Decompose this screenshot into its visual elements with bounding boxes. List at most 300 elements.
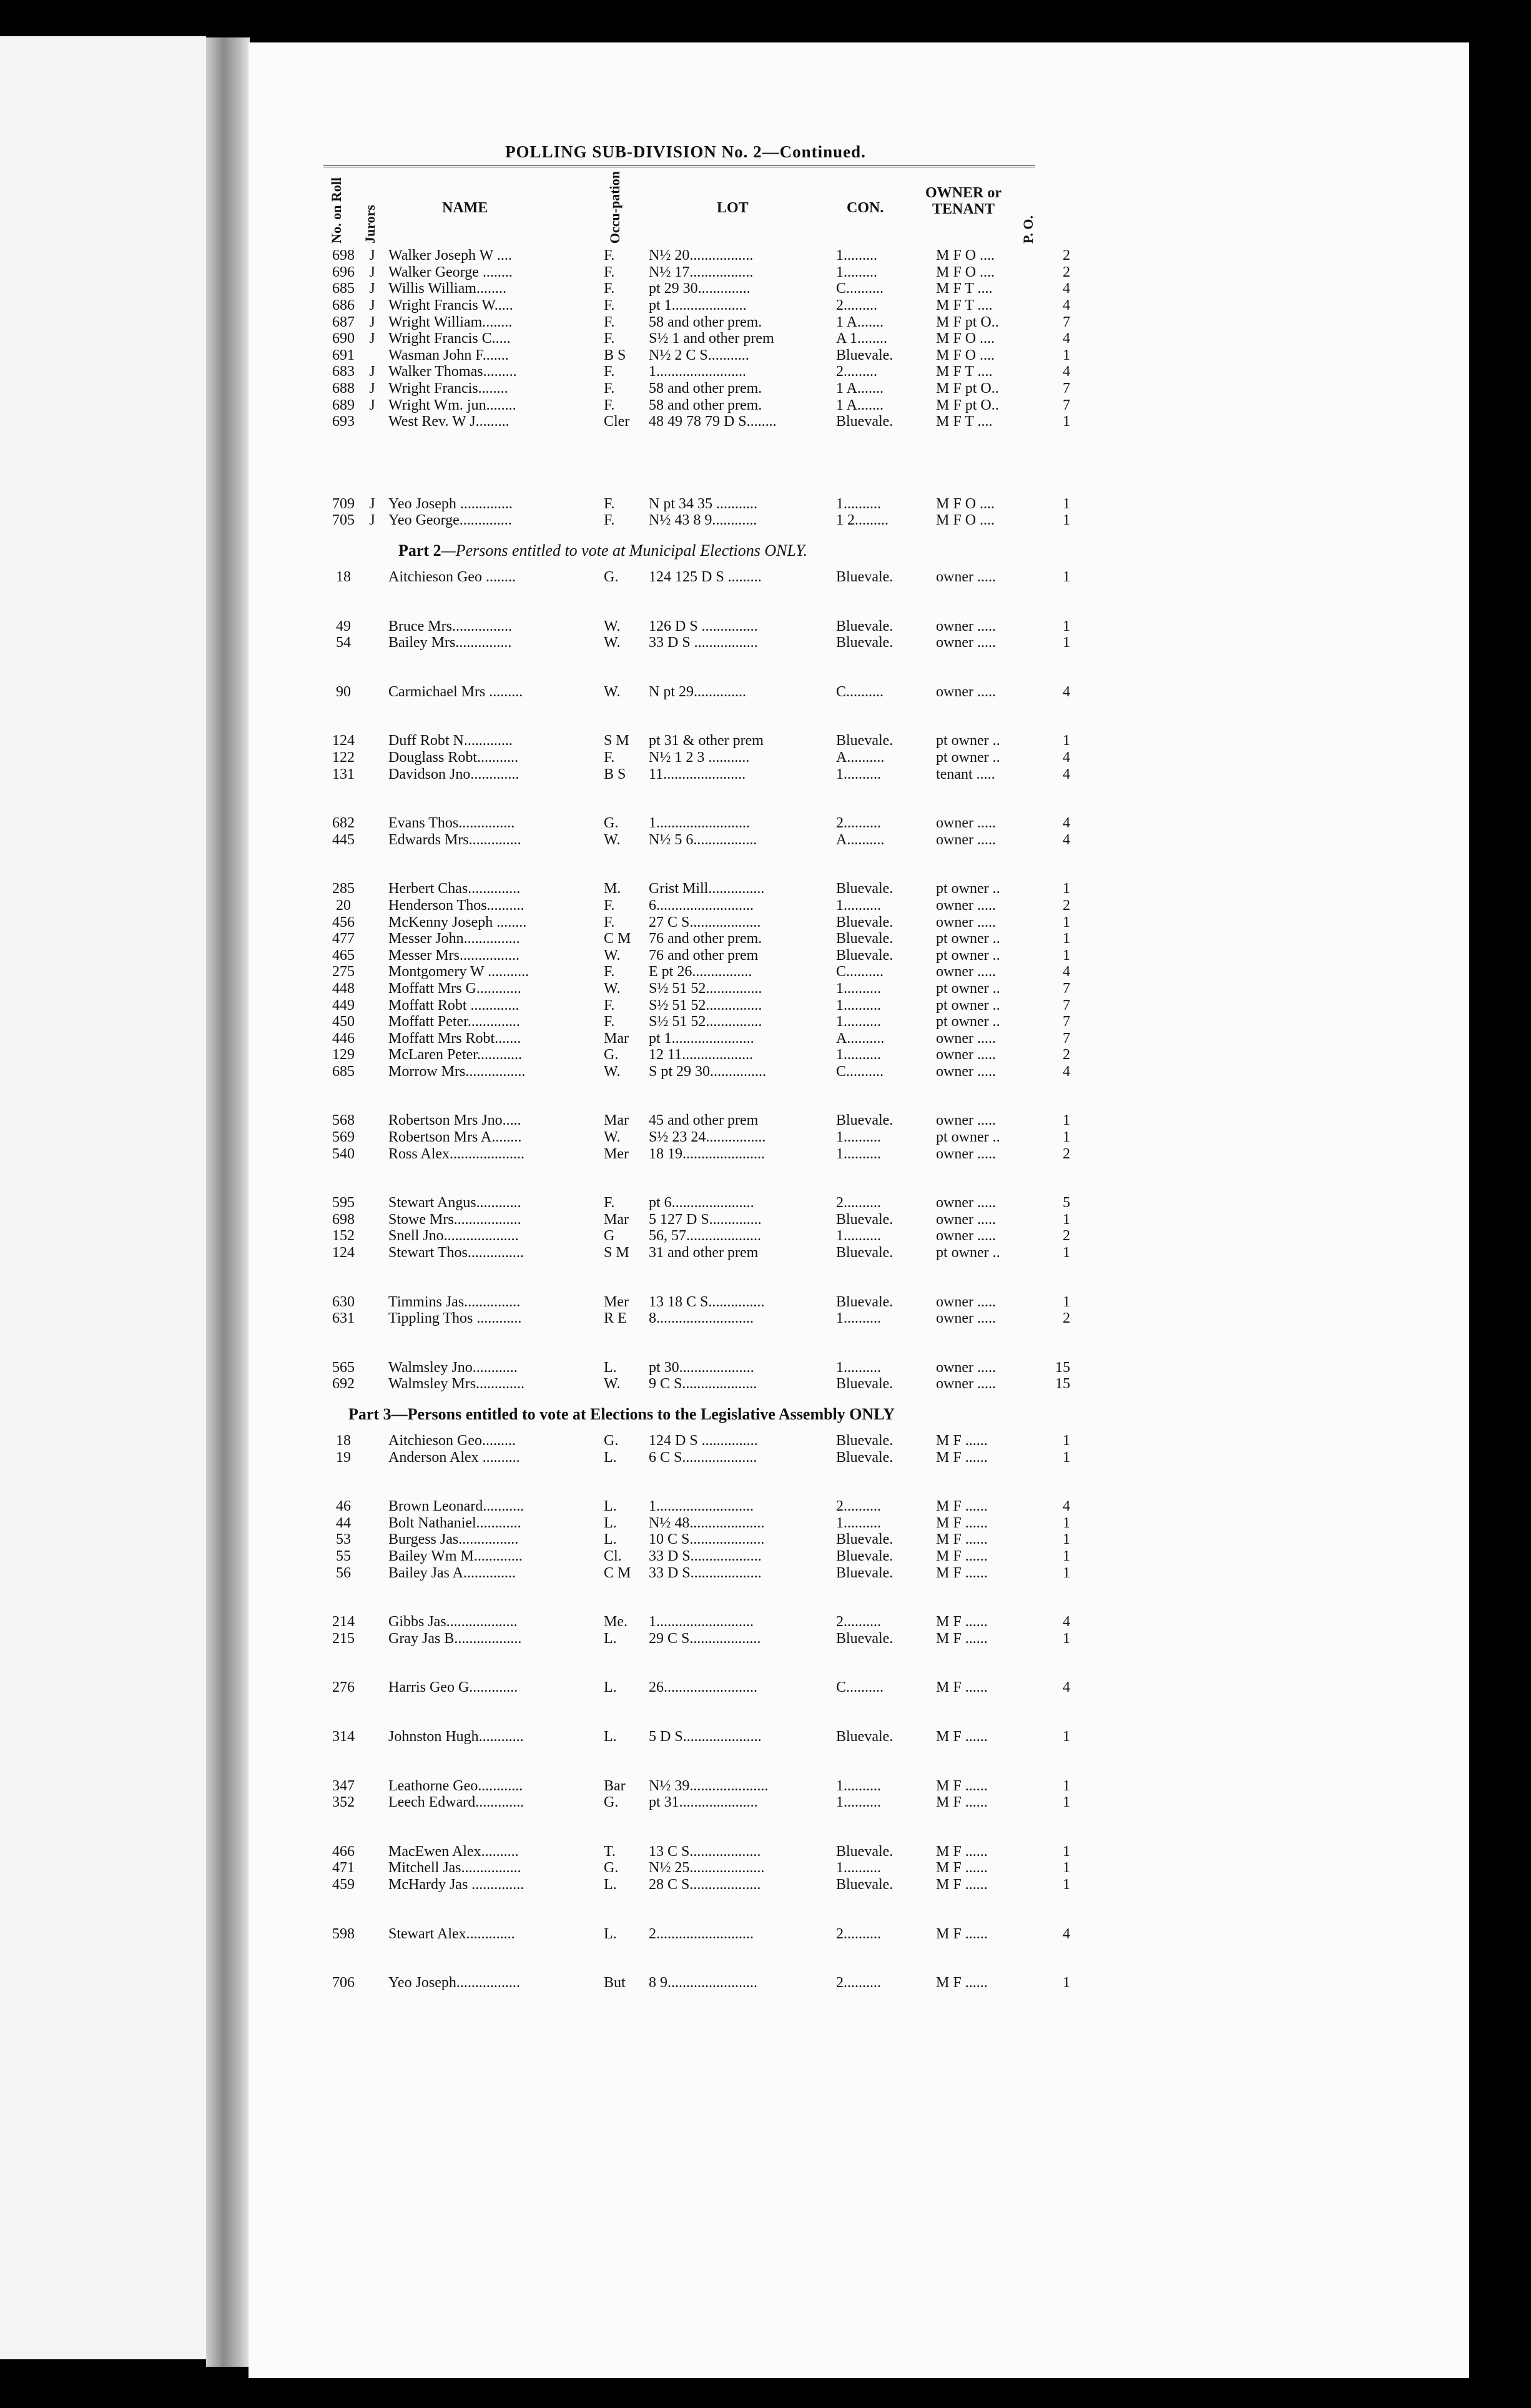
owner-tenant: pt owner .. [936, 947, 1000, 964]
voter-row [323, 363, 1070, 380]
post-office: 4 [1063, 363, 1070, 380]
post-office: 2 [1063, 1145, 1070, 1162]
occupation: L. [604, 1498, 617, 1515]
roll-number: 49 [336, 618, 351, 634]
voter-name: Moffatt Peter.............. [388, 1014, 520, 1030]
occupation: Mar [604, 1211, 629, 1228]
post-office: 4 [1063, 683, 1070, 700]
voter-name: Yeo Joseph .............. [388, 495, 513, 512]
owner-tenant: owner ..... [936, 1310, 996, 1327]
part2-heading [323, 529, 1073, 569]
juror-mark [363, 964, 381, 980]
concession: 1.......... [836, 1228, 881, 1245]
lot: 33 D S................... [649, 1547, 762, 1564]
juror-mark: J [369, 330, 375, 347]
lot: pt 6...................... [649, 1195, 754, 1211]
occupation: G. [604, 1794, 619, 1811]
juror-mark [363, 1729, 381, 1745]
juror-mark [363, 1630, 381, 1647]
concession: 1......... [836, 247, 877, 264]
juror-mark: J [369, 297, 375, 314]
group-gap [323, 1893, 1070, 1925]
occupation: B S [604, 766, 626, 782]
spacer [323, 430, 1073, 496]
concession: 1.......... [836, 495, 881, 512]
group-gap [323, 1162, 1070, 1195]
roll-number: 709 [332, 495, 355, 512]
post-office: 2 [1063, 264, 1070, 280]
owner-tenant: owner ..... [936, 914, 996, 930]
occupation: F. [604, 914, 615, 930]
part3-heading [323, 1393, 1073, 1433]
owner-tenant: owner ..... [936, 1376, 996, 1393]
roll-number: 630 [332, 1293, 355, 1310]
owner-tenant: M F ...... [936, 1679, 988, 1696]
juror-mark [363, 1129, 381, 1146]
post-office: 1 [1063, 930, 1070, 947]
lot: 124 D S ............... [649, 1433, 758, 1449]
voter-row [323, 264, 1070, 281]
juror-mark [363, 1145, 381, 1162]
voter-name: Messer John............... [388, 930, 520, 947]
post-office: 4 [1063, 964, 1070, 980]
lot: 28 C S................... [649, 1876, 761, 1893]
juror-mark [363, 1679, 381, 1696]
voter-name: Moffatt Mrs G............ [388, 980, 521, 997]
voter-row [323, 280, 1070, 297]
roll-number: 129 [332, 1047, 355, 1063]
voter-name: Montgomery W ........... [388, 964, 529, 980]
voter-row [323, 1063, 1070, 1080]
voter-row [323, 1877, 1070, 1893]
roll-number: 698 [332, 1211, 355, 1228]
voter-row [323, 1376, 1070, 1393]
juror-mark [363, 1515, 381, 1532]
voter-name: Wright Francis........ [388, 380, 508, 397]
owner-tenant: owner ..... [936, 1228, 996, 1245]
juror-mark [363, 1211, 381, 1228]
roll-number: 705 [332, 512, 355, 529]
voter-name: Bruce Mrs................ [388, 618, 512, 634]
occupation: S M [604, 1245, 629, 1261]
voter-name: Wasman John F....... [388, 347, 509, 363]
roll-number: 90 [336, 683, 351, 700]
voter-row [323, 1129, 1070, 1146]
voter-row [323, 1729, 1070, 1745]
owner-tenant: M F pt O.. [936, 380, 999, 397]
occupation: F. [604, 397, 615, 413]
juror-mark [363, 1112, 381, 1129]
voter-name: Yeo Joseph................. [388, 1975, 520, 1991]
voter-name: Bailey Wm M............. [388, 1547, 523, 1564]
concession: 1.......... [836, 1129, 881, 1146]
concession: 1.......... [836, 766, 881, 782]
owner-tenant: M F T .... [936, 363, 993, 380]
lot: 58 and other prem. [649, 313, 762, 330]
column-headers [323, 167, 1048, 247]
juror-mark: J [369, 380, 375, 397]
occupation: L. [604, 1876, 617, 1893]
post-office: 15 [1055, 1359, 1070, 1376]
voter-name: Messer Mrs................ [388, 947, 519, 964]
concession: Bluevale. [836, 881, 893, 897]
roll-number: 477 [332, 930, 355, 947]
owner-tenant: M F O .... [936, 264, 995, 280]
voter-row [323, 831, 1070, 848]
lot: 12 11................... [649, 1047, 754, 1063]
owner-tenant: owner ..... [936, 1047, 996, 1063]
owner-tenant: M F ...... [936, 1860, 988, 1877]
lot: 1.......................... [649, 1498, 754, 1515]
juror-mark [363, 1975, 381, 1991]
juror-mark [363, 1860, 381, 1877]
roll-number: 688 [332, 380, 355, 397]
concession: 2......... [836, 363, 877, 380]
roll-number: 631 [332, 1310, 355, 1327]
juror-mark [363, 1293, 381, 1310]
lot: 33 D S................... [649, 1564, 762, 1581]
voter-name: Harris Geo G............. [388, 1679, 518, 1696]
voter-name: Brown Leonard........... [388, 1498, 524, 1515]
voter-name: Evans Thos............... [388, 815, 515, 832]
roll-number: 565 [332, 1359, 355, 1376]
concession: Bluevale. [836, 1843, 893, 1860]
roll-number: 124 [332, 1245, 355, 1261]
juror-mark [363, 1498, 381, 1515]
part3-label: Part 3 [348, 1404, 391, 1423]
voter-row [323, 1359, 1070, 1376]
group-gap [323, 651, 1070, 684]
occupation: S M [604, 733, 629, 749]
concession: Bluevale. [836, 1245, 893, 1261]
juror-mark [363, 1433, 381, 1449]
juror-mark [363, 1614, 381, 1631]
voter-row [323, 1112, 1070, 1129]
juror-mark [363, 881, 381, 897]
occupation: F. [604, 997, 615, 1014]
concession: Bluevale. [836, 634, 893, 651]
juror-mark [363, 634, 381, 651]
roll-number: 275 [332, 964, 355, 980]
concession: C.......... [836, 964, 884, 980]
occupation: F. [604, 247, 615, 264]
occupation: G. [604, 1047, 619, 1063]
roll-number: 466 [332, 1843, 355, 1860]
owner-tenant: M F ...... [936, 1547, 988, 1564]
occupation: L. [604, 1449, 617, 1466]
roll-number: 131 [332, 766, 355, 782]
voter-name: Wright Wm. jun........ [388, 397, 516, 413]
occupation: W. [604, 683, 621, 700]
lot: 18 19...................... [649, 1145, 765, 1162]
roll-number: 685 [332, 1063, 355, 1080]
voter-name: Gibbs Jas................... [388, 1614, 518, 1631]
occupation: F. [604, 495, 615, 512]
juror-mark [363, 1228, 381, 1245]
lot: N½ 2 C S........... [649, 347, 749, 363]
post-office: 7 [1063, 313, 1070, 330]
owner-tenant: owner ..... [936, 634, 996, 651]
voter-row [323, 1843, 1070, 1860]
occupation: G [604, 1228, 615, 1245]
post-office: 4 [1063, 766, 1070, 782]
post-office: 1 [1063, 1245, 1070, 1261]
juror-mark: J [369, 363, 375, 380]
owner-tenant: M F ...... [936, 1433, 988, 1449]
juror-mark: J [369, 512, 375, 529]
owner-tenant: owner ..... [936, 897, 996, 914]
voter-row [323, 618, 1070, 634]
occupation: F. [604, 749, 615, 766]
group-gap [323, 1647, 1070, 1679]
voter-row [323, 766, 1070, 782]
juror-mark [363, 815, 381, 832]
voter-row [323, 947, 1070, 964]
owner-tenant: owner ..... [936, 1211, 996, 1228]
occupation: G. [604, 569, 619, 586]
post-office: 1 [1063, 1728, 1070, 1745]
post-office: 7 [1063, 380, 1070, 397]
occupation: L. [604, 1679, 617, 1696]
occupation: Mar [604, 1112, 629, 1129]
group-gap [323, 700, 1070, 733]
lot: 1........................ [649, 363, 746, 380]
occupation: L. [604, 1359, 617, 1376]
voter-row [323, 1630, 1070, 1647]
lot: 6.......................... [649, 897, 754, 914]
voter-name: Carmichael Mrs ......... [388, 683, 523, 700]
post-office: 7 [1063, 980, 1070, 997]
lot: pt 30.................... [649, 1359, 754, 1376]
owner-tenant: M F T .... [936, 297, 993, 314]
voter-name: Wright William........ [388, 313, 513, 330]
occupation: F. [604, 280, 615, 297]
owner-tenant: pt owner .. [936, 1245, 1000, 1261]
voter-row [323, 1515, 1070, 1532]
lot: 6 C S.................... [649, 1449, 757, 1466]
voter-row [323, 1925, 1070, 1942]
group-gap [323, 585, 1070, 618]
concession: 1.......... [836, 1794, 881, 1811]
roll-number: 347 [332, 1777, 355, 1794]
owner-tenant: owner ..... [936, 1195, 996, 1211]
occupation: Mer [604, 1145, 629, 1162]
concession: Bluevale. [836, 733, 893, 749]
part2-label: Part 2 [398, 541, 441, 560]
voter-row [323, 997, 1070, 1014]
voter-row [323, 297, 1070, 314]
voter-row [323, 413, 1070, 430]
voter-name: MacEwen Alex.......... [388, 1843, 519, 1860]
post-office: 1 [1063, 1564, 1070, 1581]
voter-row [323, 1047, 1070, 1063]
roll-number: 698 [332, 247, 355, 264]
group-gap [323, 1942, 1070, 1975]
facing-page-edge [0, 36, 206, 2359]
occupation: L. [604, 1925, 617, 1942]
roll-number: 459 [332, 1876, 355, 1893]
occupation: G. [604, 1860, 619, 1877]
voter-row [323, 897, 1070, 914]
occupation: G. [604, 1433, 619, 1449]
concession: Bluevale. [836, 914, 893, 930]
voter-name: McKenny Joseph ........ [388, 914, 527, 930]
concession: Bluevale. [836, 1112, 893, 1129]
concession: 1.......... [836, 1047, 881, 1063]
roll-number: 56 [336, 1564, 351, 1581]
post-office: 1 [1063, 413, 1070, 430]
roll-number: 448 [332, 980, 355, 997]
voter-row [323, 634, 1070, 651]
voter-row [323, 1679, 1070, 1696]
voter-row [323, 1310, 1070, 1327]
voter-row [323, 930, 1070, 947]
occupation: L. [604, 1630, 617, 1647]
lot: Grist Mill............... [649, 881, 765, 897]
roll-number: 456 [332, 914, 355, 930]
occupation: F. [604, 380, 615, 397]
occupation: But [604, 1975, 626, 1991]
lot: pt 29 30.............. [649, 280, 751, 297]
roll-number: 689 [332, 397, 355, 413]
owner-tenant: M F ...... [936, 1498, 988, 1515]
concession: 1.......... [836, 980, 881, 997]
post-office: 1 [1063, 1794, 1070, 1811]
juror-mark: J [369, 313, 375, 330]
voter-name: Tippling Thos ............ [388, 1310, 522, 1327]
concession: Bluevale. [836, 1211, 893, 1228]
voter-name: Willis William........ [388, 280, 506, 297]
post-office: 1 [1063, 347, 1070, 363]
owner-tenant: M F ...... [936, 1876, 988, 1893]
post-office: 1 [1063, 1975, 1070, 1991]
voter-name: Walker George ........ [388, 264, 513, 280]
roll-number: 598 [332, 1925, 355, 1942]
owner-tenant: M F ...... [936, 1843, 988, 1860]
post-office: 4 [1063, 749, 1070, 766]
concession: Bluevale. [836, 1531, 893, 1548]
owner-tenant: M F T .... [936, 280, 993, 297]
group-gap [323, 1327, 1070, 1359]
voter-name: Edwards Mrs.............. [388, 831, 521, 848]
juror-mark: J [369, 280, 375, 297]
voter-name: Leathorne Geo............ [388, 1777, 523, 1794]
juror-mark [363, 1843, 381, 1860]
owner-tenant: M F T .... [936, 413, 993, 430]
occupation: T. [604, 1843, 616, 1860]
owner-tenant: owner ..... [936, 1112, 996, 1129]
lot: 13 C S................... [649, 1843, 761, 1860]
voter-row [323, 1245, 1070, 1261]
concession: Bluevale. [836, 347, 893, 363]
concession: Bluevale. [836, 569, 893, 586]
post-office: 7 [1063, 1030, 1070, 1047]
voter-name: Aitchieson Geo......... [388, 1433, 516, 1449]
juror-mark [363, 1877, 381, 1893]
juror-mark [363, 1310, 381, 1327]
juror-mark [363, 1030, 381, 1047]
voter-row [323, 247, 1070, 264]
group-gap [323, 1080, 1070, 1112]
concession: Bluevale. [836, 1449, 893, 1466]
owner-tenant: M F ...... [936, 1728, 988, 1745]
occupation: L. [604, 1514, 617, 1531]
owner-tenant: M F ...... [936, 1925, 988, 1942]
post-office: 2 [1063, 247, 1070, 264]
voter-name: McHardy Jas .............. [388, 1876, 524, 1893]
juror-mark [363, 1195, 381, 1211]
voter-name: Snell Jno.................... [388, 1228, 519, 1245]
occupation: W. [604, 831, 621, 848]
lot: N½ 39..................... [649, 1777, 769, 1794]
voter-row [323, 749, 1070, 766]
post-office: 1 [1063, 634, 1070, 651]
occupation: Mer [604, 1293, 629, 1310]
lot: 58 and other prem. [649, 380, 762, 397]
lot: N½ 43 8 9............ [649, 512, 757, 529]
voter-row [323, 1860, 1070, 1877]
concession: 1.......... [836, 1359, 881, 1376]
juror-mark [363, 618, 381, 634]
group-gap [323, 1581, 1070, 1614]
juror-mark [363, 1548, 381, 1565]
post-office: 1 [1063, 1129, 1070, 1146]
voter-name: Bailey Mrs............... [388, 634, 512, 651]
lot: pt 1.................... [649, 297, 747, 314]
voter-name: Stowe Mrs.................. [388, 1211, 521, 1228]
owner-tenant: owner ..... [936, 964, 996, 980]
concession: 1.......... [836, 1860, 881, 1877]
post-office: 1 [1063, 1211, 1070, 1228]
roll-number: 450 [332, 1014, 355, 1030]
book-gutter [206, 37, 250, 2367]
concession: Bluevale. [836, 618, 893, 634]
lot: N½ 48.................... [649, 1514, 765, 1531]
juror-mark [363, 347, 381, 364]
voter-name: Robertson Mrs A........ [388, 1129, 522, 1146]
group-gap [323, 848, 1070, 881]
concession: 1.......... [836, 1145, 881, 1162]
voter-row [323, 1531, 1070, 1548]
owner-tenant: M F ...... [936, 1777, 988, 1794]
voter-row [323, 496, 1070, 513]
post-office: 1 [1063, 618, 1070, 634]
owner-tenant: M F O .... [936, 330, 995, 347]
occupation: Cler [604, 413, 630, 430]
roll-number: 276 [332, 1679, 355, 1696]
lot: pt 1...................... [649, 1030, 754, 1047]
post-office: 1 [1063, 512, 1070, 529]
occupation: Me. [604, 1614, 628, 1631]
voter-name: Ross Alex.................... [388, 1145, 525, 1162]
voter-row [323, 980, 1070, 997]
lot: 8.......................... [649, 1310, 754, 1327]
roll-number: 693 [332, 413, 355, 430]
voter-name: Mitchell Jas................ [388, 1860, 521, 1877]
juror-mark: J [369, 264, 375, 280]
occupation: F. [604, 297, 615, 314]
concession: 1.......... [836, 897, 881, 914]
voter-name: Leech Edward............. [388, 1794, 524, 1811]
lot: 13 18 C S............... [649, 1293, 765, 1310]
concession: 1.......... [836, 997, 881, 1014]
juror-mark [363, 997, 381, 1014]
voter-row [323, 569, 1070, 586]
juror-mark [363, 1245, 381, 1261]
roll-number: 314 [332, 1728, 355, 1745]
post-office: 4 [1063, 280, 1070, 297]
concession: 2......... [836, 297, 877, 314]
